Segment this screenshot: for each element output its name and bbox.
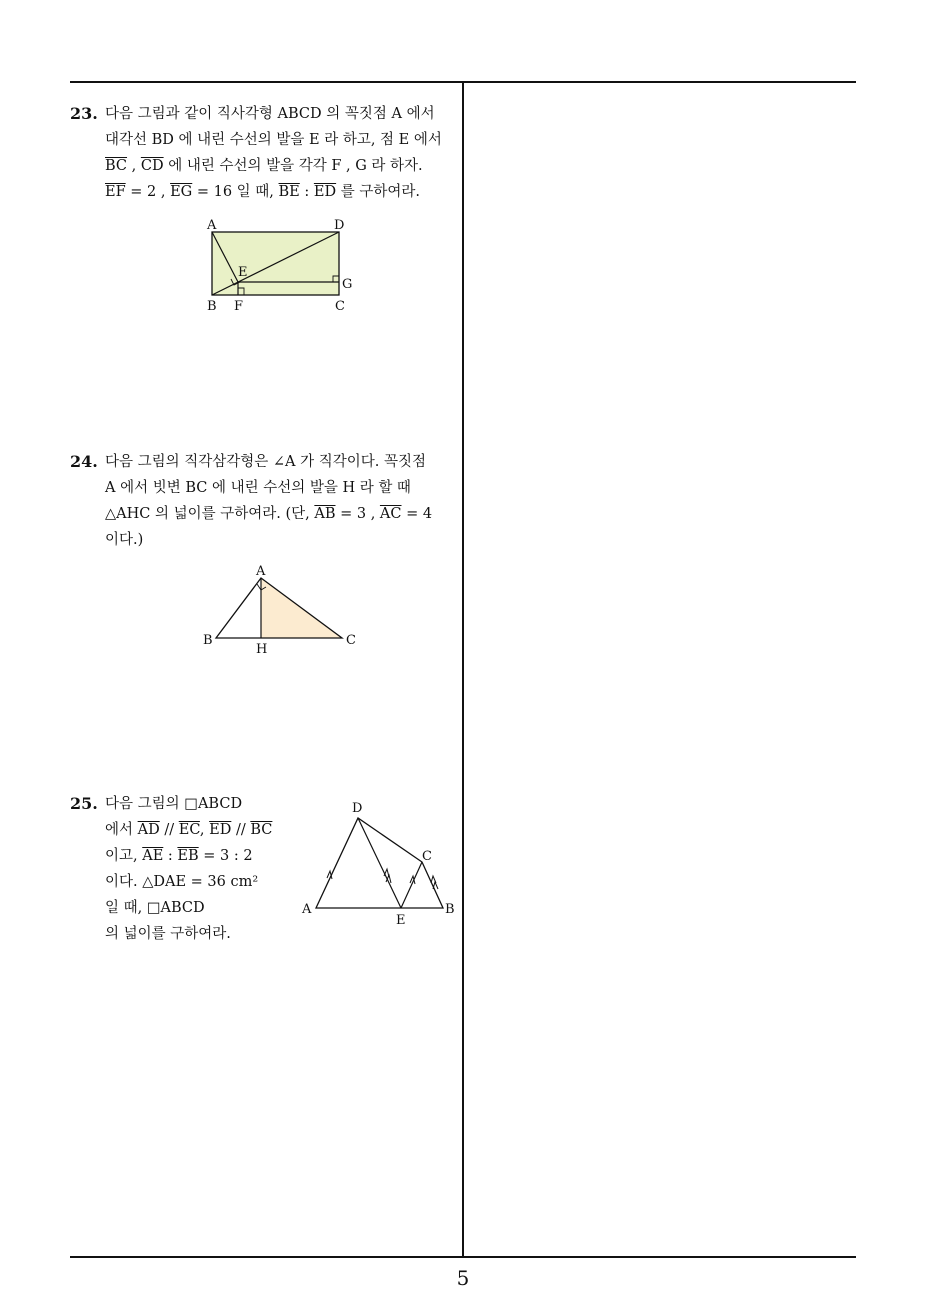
label-b: B [203,633,213,648]
segment-be: $\overline{BE}$ [278,184,300,200]
problem-line: 에서 $\overline{AD} // \overline{EC}$, $\overline{ED} // \overline{BC}$ [105,822,273,838]
segment-ae: $\overline{AE}$ [142,848,164,864]
problem-24 [70,449,460,553]
problem-number: 24. [70,452,98,471]
segment-ad: $\overline{AD}$ [137,822,160,838]
segment-ac: $\overline{AC}$ [379,506,402,522]
label-c: C [422,849,432,864]
problem-line: 다음 그림의 직각삼각형은 ∠A 가 직각이다. 꼭짓점 [105,454,427,470]
label-h: H [256,642,268,657]
problem-text [105,449,460,553]
problem-line: 다음 그림의 □ABCD [105,796,243,812]
segment-ab: $\overline{AB}$ [314,506,336,522]
problem-line: 일 때, □ABCD [105,900,205,916]
problem-line: 다음 그림과 같이 직사각형 ABCD 의 꼭짓점 A 에서 [105,106,435,122]
problem-25 [70,791,290,947]
label-d: D [334,218,345,233]
label-c: C [335,299,345,314]
right-triangle-figure [195,560,370,660]
page-number: 5 [456,1266,470,1290]
column-divider [462,82,464,1257]
segment-eg: $\overline{EG}$ [170,184,193,200]
problem-line: △AHC 의 넓이를 구하여라. (단, $\overline{AB} = 3$ , $\overline{AC} = 4$ [105,506,433,522]
label-c: C [346,633,356,648]
quadrilateral-figure [296,796,466,931]
label-e: E [238,265,248,280]
problem-line: $\overline{EF} = 2$ , $\overline{EG} = 16$ 일 때, $\overline{BE}$ : $\overline{ED}$ 를 구하여라. [105,184,420,200]
label-e: E [396,913,406,928]
rectangle-figure [196,212,366,322]
problem-text [105,101,460,205]
problem-line: A 에서 빗변 BC 에 내린 수선의 발을 H 라 할 때 [105,480,411,496]
label-g: G [342,277,353,292]
label-b: B [207,299,217,314]
label-b: B [445,902,455,917]
problem-line: 의 넓이를 구하여라. [105,926,231,942]
label-d: D [352,801,363,816]
segment-ec: $\overline{EC}$ [178,822,200,838]
segment-ed: $\overline{ED}$ [209,822,232,838]
problem-number: 23. [70,104,98,123]
label-a: A [256,564,266,579]
problem-line: 대각선 BD 에 내린 수선의 발을 E 라 하고, 점 E 에서 [105,132,442,148]
problem-line: $\overline{BC}$ , $\overline{CD}$ 에 내린 수선의 발을 각각 F , G 라 하자. [105,158,423,174]
problem-23 [70,101,460,205]
problem-text [105,791,290,947]
segment-ed: $\overline{ED}$ [313,184,337,200]
label-a: A [302,902,312,917]
problem-line: 이다.) [105,532,144,548]
problem-number: 25. [70,794,98,813]
segment-bc: $\overline{BC}$ [250,822,273,838]
problem-line: 이다. △DAE = 36 cm² [105,874,259,890]
segment-ef: $\overline{EF}$ [105,184,126,200]
problem-line: 이고, $\overline{AE}$ : $\overline{EB} = 3$ : 2 [105,848,253,864]
bottom-rule [70,1256,856,1258]
segment-eb: $\overline{EB}$ [177,848,199,864]
segment-ec [401,862,422,908]
label-a: A [207,218,217,233]
label-f: F [234,299,244,314]
segment-bc: $\overline{BC}$ [105,158,128,174]
segment-cd: $\overline{CD}$ [140,158,164,174]
segment-ed [358,818,401,908]
parallel-arrow-bc-2 [433,882,438,889]
